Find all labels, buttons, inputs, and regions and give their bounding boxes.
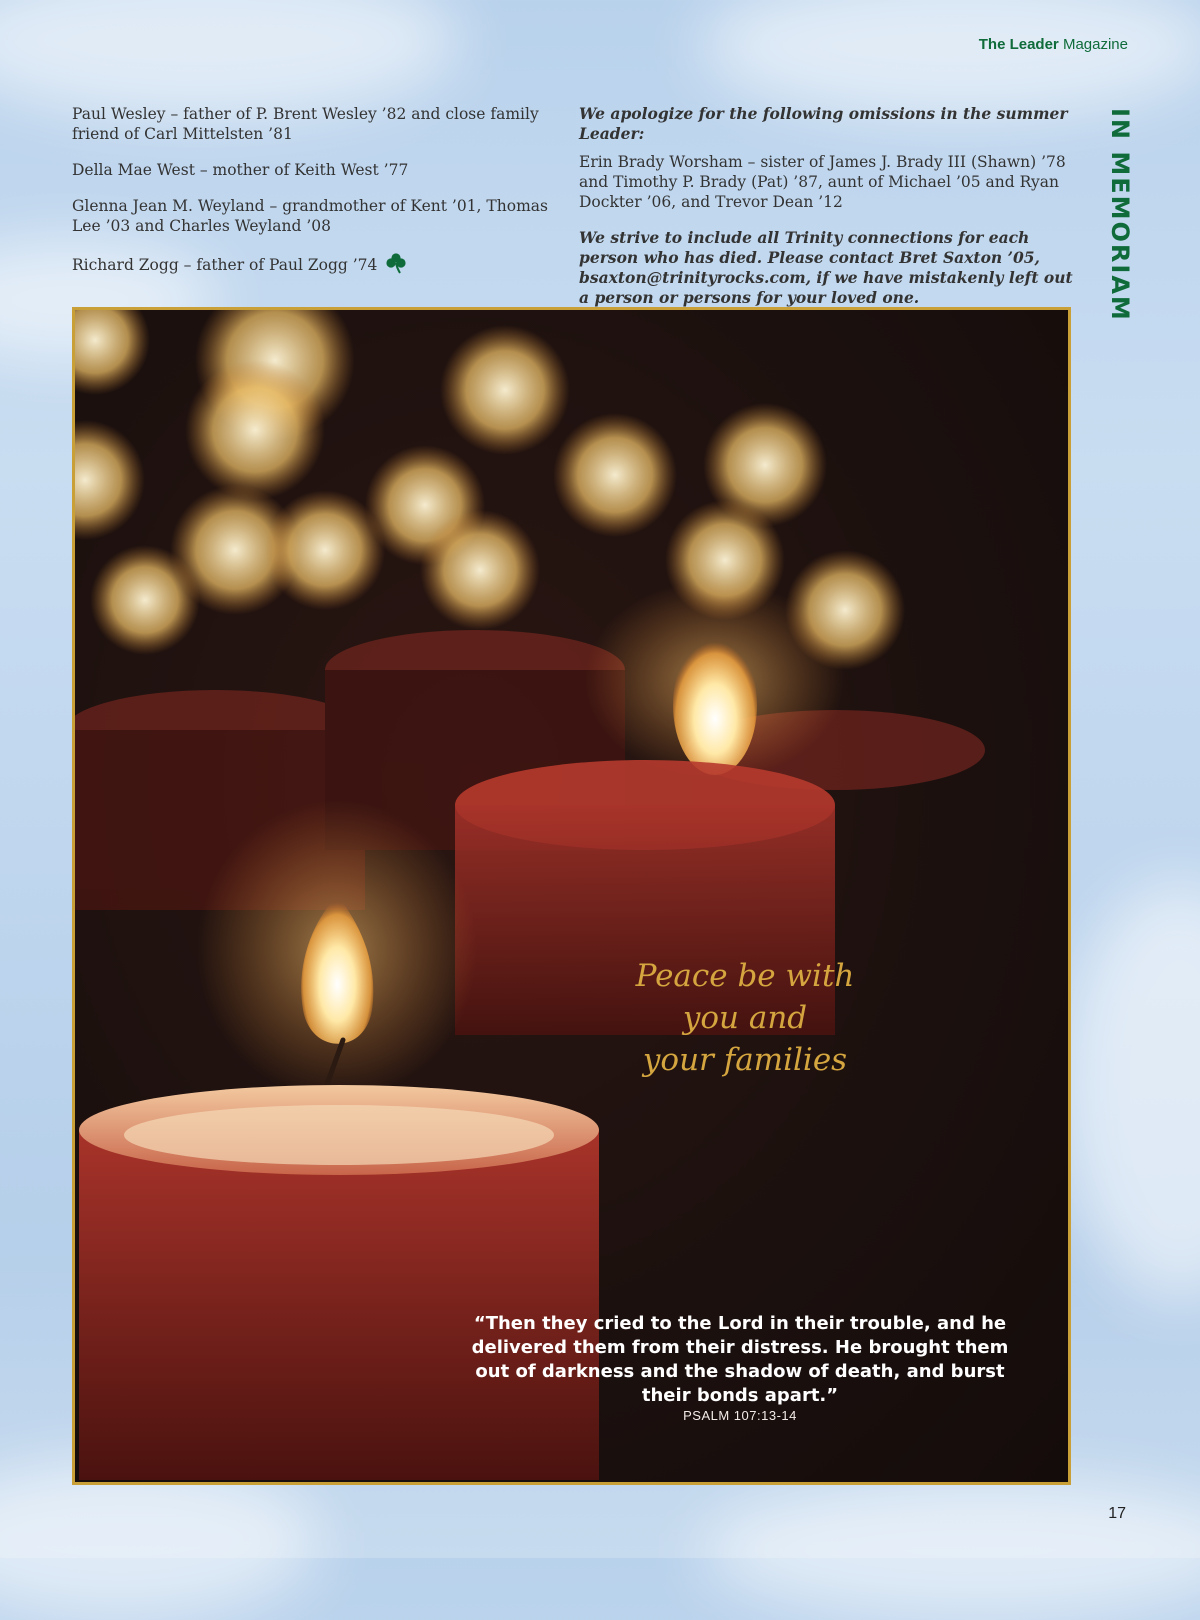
memorial-entry: Della Mae West – mother of Keith West ’77 xyxy=(72,161,409,179)
memorial-entry: Paul Wesley – father of P. Brent Wesley ’82 and close family friend of Carl Mittelsten ’81 xyxy=(72,105,539,143)
masthead-brand: The Leader xyxy=(978,36,1059,53)
masthead xyxy=(979,36,1128,53)
contact-note: We strive to include all Trinity connections for each person who has died. Please contact Bret Saxton ’05, bsaxton@trinityrocks.com, if we have mistakenly left out a person or persons for your loved one. xyxy=(579,228,1073,307)
peace-message xyxy=(635,955,855,1081)
memorial-entry-text: Richard Zogg – father of Paul Zogg ’74 xyxy=(72,256,378,274)
cloud-top-right xyxy=(700,0,1200,120)
omissions-column xyxy=(579,104,1079,308)
shamrock-icon xyxy=(385,252,407,274)
memorial-entry: Glenna Jean M. Weyland – grandmother of Kent ’01, Thomas Lee ’03 and Charles Weyland ’08 xyxy=(72,197,548,235)
page-number: 17 xyxy=(1108,1505,1126,1522)
omissions-heading: We apologize for the following omissions in the summer Leader: xyxy=(579,104,1068,143)
peace-line: your families xyxy=(642,1042,848,1078)
omission-entry: Erin Brady Worsham – sister of James J. Brady III (Shawn) ’78 and Timothy P. Brady (Pat) ’87, aunt of Michael ’05 and Ryan Dockter ’06, and Trevor Dean ’12 xyxy=(579,153,1066,211)
masthead-publication: Magazine xyxy=(1062,36,1128,53)
cloud-top-left xyxy=(0,0,460,120)
section-title: IN MEMORIAM xyxy=(1106,108,1134,322)
candle-photo xyxy=(72,307,1071,1485)
memorial-entry-last xyxy=(72,252,552,275)
psalm-quote: “Then they cried to the Lord in their trouble, and he delivered them from their distress. He brought them out of darkness and the shadow of death, and burst their bonds apart.” xyxy=(471,1313,1009,1406)
candle-illustration xyxy=(75,310,1068,1482)
cloud-mid-right xyxy=(1060,880,1200,1300)
peace-line: Peace be with xyxy=(635,958,855,994)
memorial-list xyxy=(72,104,552,291)
cloud-bottom-right xyxy=(700,1480,1200,1620)
psalm-citation: PSALM 107:13-14 xyxy=(683,1408,797,1423)
peace-line: you and xyxy=(682,1000,808,1036)
